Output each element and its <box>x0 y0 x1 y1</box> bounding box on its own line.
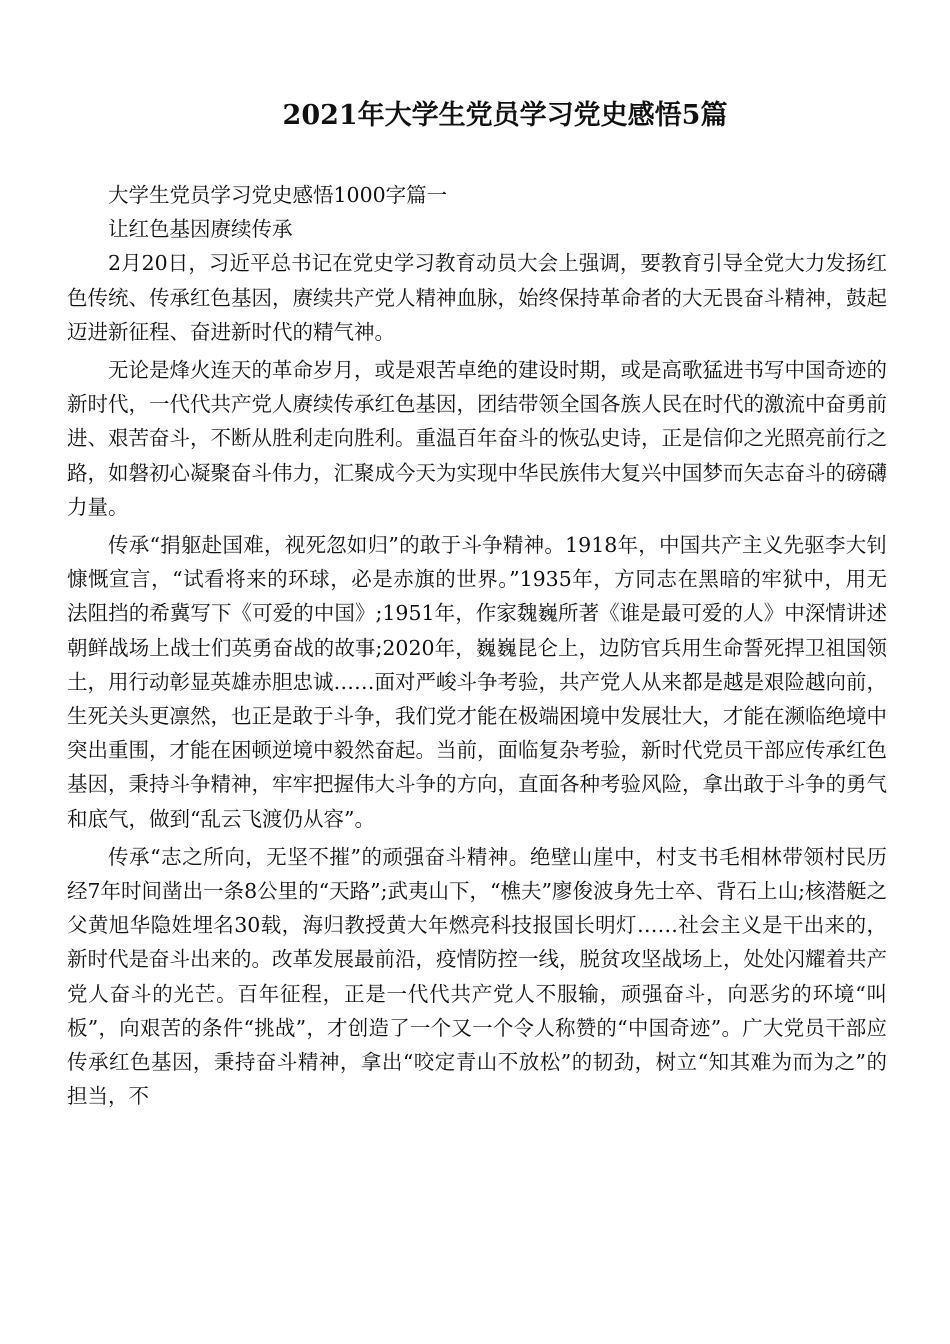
paragraph: 无论是烽火连天的革命岁月，或是艰苦卓绝的建设时期，或是高歌猛进书写中国奇迹的新时代，一代代共产党人赓续传承红色基因，团结带领全国各族人民在时代的激流中奋勇前进、艰苦奋斗，不断从胜利走向胜利。重温百年奋斗的恢弘史诗，正是信仰之光照亮前行之路，如磐初心凝聚奋斗伟力，汇聚成今天为实现中华民族伟大复兴中国梦而矢志奋斗的磅礴力量。 <box>67 358 887 519</box>
paragraph: 2月20日，习近平总书记在党史学习教育动员大会上强调，要教育引导全党大力发扬红色传统、传承红色基因，赓续共产党人精神血脉，始终保持革命者的大无畏奋斗精神，鼓起迈进新征程、奋进新时代的精气神。 <box>67 251 887 344</box>
section-heading: 大学生党员学习党史感悟1000字篇一 <box>108 183 448 207</box>
document-title: 2021年大学生党员学习党史感悟5篇 <box>282 100 728 131</box>
paragraph: 传承“志之所向，无坚不摧”的顽强奋斗精神。绝壁山崖中，村支书毛相林带领村民历经7年时间凿出一条8公里的“天路”;武夷山下，“樵夫”廖俊波身先士卒、背石上山;核潜艇之父黄旭华隐姓埋名30载，海归教授黄大年燃亮科技报国长明灯……社会主义是干出来的，新时代是奋斗出来的。改革发展最前沿，疫情防控一线，脱贫攻坚战场上，处处闪耀着共产党人奋斗的光芒。百年征程，正是一代代共产党人不服输，顽强奋斗，向恶劣的环境“叫板”，向艰苦的条件“挑战”，才创造了一个又一个令人称赞的“中国奇迹”。广大党员干部应传承红色基因，秉持奋斗精神，拿出“咬定青山不放松”的韧劲，树立“知其难为而为之”的担当，不 <box>67 844 887 1109</box>
document-body <box>67 178 887 1113</box>
paragraph: 传承“捐躯赴国难，视死忽如归”的敢于斗争精神。1918年，中国共产主义先驱李大钊慷慨宣言，“试看将来的环球，必是赤旗的世界。”1935年，方同志在黑暗的牢狱中，用无法阻挡的希冀写下《可爱的中国》;1951年，作家魏巍所著《谁是最可爱的人》中深情讲述朝鲜战场上战士们英勇奋战的故事;2020年，巍巍昆仑上，边防官兵用生命誓死捍卫祖国领土，用行动彰显英雄赤胆忠诚……面对严峻斗争考验，共产党人从来都是越是艰险越向前，生死关头更凛然，也正是敢于斗争，我们党才能在极端困境中发展壮大，才能在濒临绝境中突出重围，才能在困顿逆境中毅然奋起。当前，面临复杂考验，新时代党员干部应传承红色基因，秉持斗争精神，牢牢把握伟大斗争的方向，直面各种考验风险，拿出敢于斗争的勇气和底气，做到“乱云飞渡仍从容”。 <box>67 533 887 831</box>
subheading: 让红色基因赓续传承 <box>108 217 293 242</box>
